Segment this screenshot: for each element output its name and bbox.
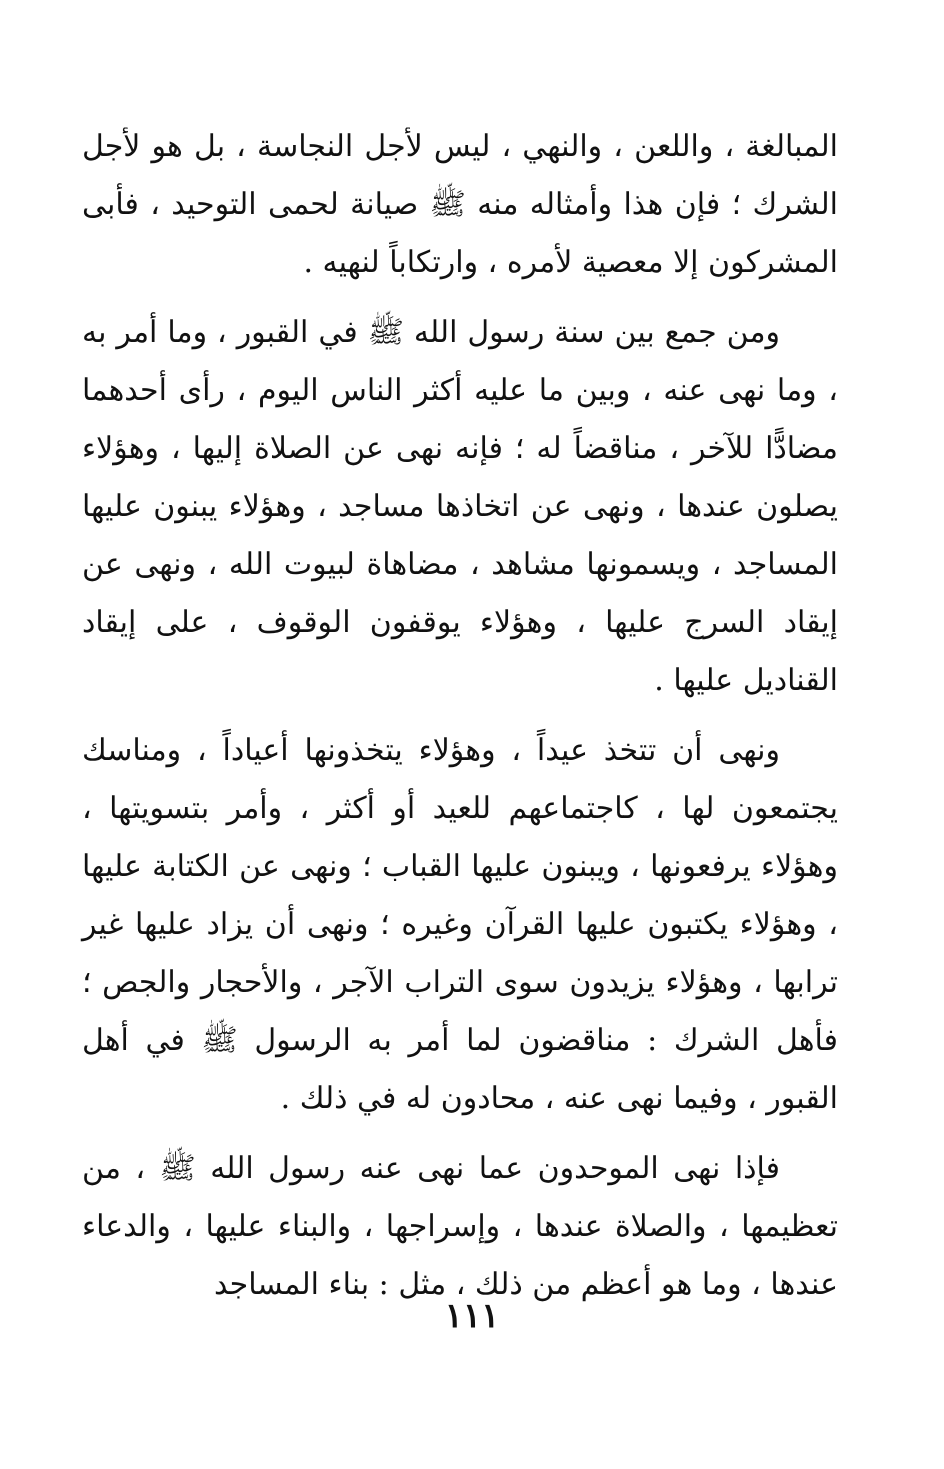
page-number: ١١١ bbox=[444, 1296, 500, 1336]
body-text bbox=[82, 118, 838, 1326]
paragraph-4: فإذا نهى الموحدون عما نهى عنه رسول الله ﷺ ، من تعظيمها ، والصلاة عندها ، وإسراجها ، والبناء عليها ، والدعاء عندها ، وما هو أعظم من ذلك ، مثل : بناء المساجد bbox=[82, 1151, 838, 1302]
paragraph-3: ونهى أن تتخذ عيداً ، وهؤلاء يتخذونها أعياداً ، ومناسك يجتمعون لها ، كاجتماعهم للعيد أو أكثر ، وأمر بتسويتها ، وهؤلاء يرفعونها ، ويبنون عليها القباب ؛ ونهى عن الكتابة عليها ، وهؤلاء يكتبون عليها القرآن وغيره ؛ ونهى أن يزاد عليها غير ترابها ، وهؤلاء يزيدون سوى التراب الآجر ، والأحجار والجص ؛ فأهل الشرك : مناقضون لما أمر به الرسول ﷺ في أهل القبور ، وفيما نهى عنه ، محادون له في ذلك . bbox=[82, 733, 838, 1116]
paragraph-2: ومن جمع بين سنة رسول الله ﷺ في القبور ، وما أمر به ، وما نهى عنه ، وبين ما عليه أكثر الناس اليوم ، رأى أحدهما مضادًّا للآخر ، مناقضاً له ؛ فإنه نهى عن الصلاة إليها ، وهؤلاء يصلون عندها ، ونهى عن اتخاذها مساجد ، وهؤلاء يبنون عليها المساجد ، ويسمونها مشاهد ، مضاهاة لبيوت الله ، ونهى عن إيقاد السرج عليها ، وهؤلاء يوقفون الوقوف ، على إيقاد القناديل عليها . bbox=[82, 315, 838, 698]
paragraph-1: المبالغة ، واللعن ، والنهي ، ليس لأجل النجاسة ، بل هو لأجل الشرك ؛ فإن هذا وأمثاله منه ﷺ صيانة لحمى التوحيد ، فأبى المشركون إلا معصية لأمره ، وارتكاباً لنهيه . bbox=[82, 129, 838, 280]
